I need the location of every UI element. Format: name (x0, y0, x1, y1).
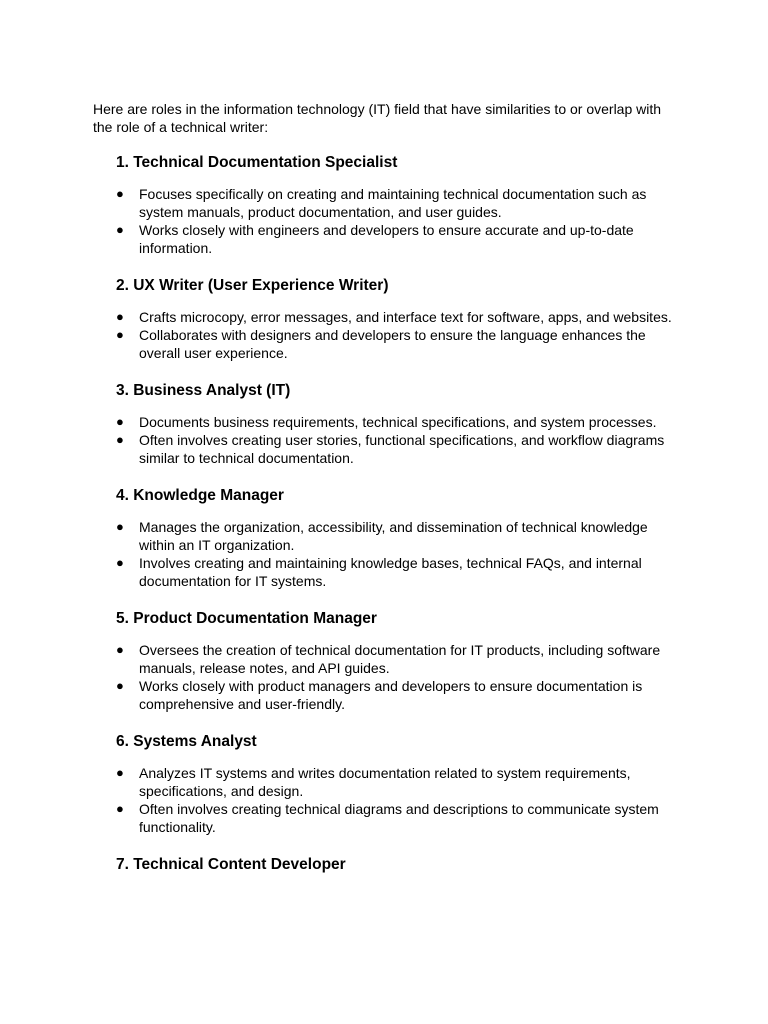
bullet-item (116, 413, 683, 431)
role-heading: 2. UX Writer (User Experience Writer) (116, 277, 389, 294)
bullet-item (116, 431, 683, 467)
role-section (116, 276, 683, 362)
bullet-list (116, 308, 683, 362)
role-heading: 6. Systems Analyst (116, 733, 257, 750)
bullet-list (116, 518, 683, 590)
bullet-text: Works closely with product managers and developers to ensure documentation is comprehensive and user-friendly. (139, 678, 643, 712)
bullet-dot-icon: ● (116, 555, 124, 570)
bullet-text: Oversees the creation of technical documentation for IT products, including software manuals, release notes, and API guides. (139, 642, 661, 676)
bullet-text: Involves creating and maintaining knowledge bases, technical FAQs, and internal documentation for IT systems. (139, 555, 642, 589)
role-heading: 3. Business Analyst (IT) (116, 382, 291, 399)
bullet-dot-icon: ● (116, 327, 124, 342)
bullet-dot-icon: ● (116, 642, 124, 657)
bullet-dot-icon: ● (116, 678, 124, 693)
bullet-item (116, 185, 683, 221)
bullet-text: Collaborates with designers and developers to ensure the language enhances the overall user experience. (139, 327, 646, 361)
bullet-item (116, 554, 683, 590)
bullet-text: Documents business requirements, technical specifications, and system processes. (139, 414, 657, 430)
role-heading: 1. Technical Documentation Specialist (116, 154, 398, 171)
document-body (93, 100, 683, 894)
role-section (116, 732, 683, 836)
bullet-item (116, 308, 683, 326)
bullet-item (116, 764, 683, 800)
bullet-dot-icon: ● (116, 222, 124, 237)
bullet-dot-icon: ● (116, 801, 124, 816)
role-section (116, 486, 683, 590)
bullet-dot-icon: ● (116, 765, 124, 780)
role-heading: 7. Technical Content Developer (116, 856, 346, 873)
role-section (116, 153, 683, 257)
bullet-list (116, 641, 683, 713)
bullet-text: Often involves creating technical diagrams and descriptions to communicate system functionality. (139, 801, 659, 835)
bullet-item (116, 677, 683, 713)
bullet-dot-icon: ● (116, 309, 124, 324)
role-heading: 4. Knowledge Manager (116, 487, 284, 504)
bullet-text: Works closely with engineers and developers to ensure accurate and up-to-date information. (139, 222, 634, 256)
bullet-item (116, 326, 683, 362)
bullet-item (116, 518, 683, 554)
bullet-item (116, 641, 683, 677)
bullet-dot-icon: ● (116, 414, 124, 429)
bullet-item (116, 800, 683, 836)
bullet-text: Manages the organization, accessibility, and dissemination of technical knowledge within an IT organization. (139, 519, 648, 553)
role-section (116, 609, 683, 713)
intro-paragraph: Here are roles in the information technology (IT) field that have similarities to or overlap with the role of a technical writer: (93, 101, 662, 135)
role-section (116, 381, 683, 467)
role-heading: 5. Product Documentation Manager (116, 610, 377, 627)
bullet-text: Focuses specifically on creating and maintaining technical documentation such as system manuals, product documentation, and user guides. (139, 186, 647, 220)
bullet-list (116, 185, 683, 257)
bullet-item (116, 221, 683, 257)
bullet-dot-icon: ● (116, 432, 124, 447)
bullet-text: Often involves creating user stories, functional specifications, and workflow diagrams similar to technical documentation. (139, 432, 665, 466)
bullet-list (116, 764, 683, 836)
roles-list (93, 153, 683, 875)
bullet-dot-icon: ● (116, 519, 124, 534)
bullet-dot-icon: ● (116, 186, 124, 201)
bullet-text: Crafts microcopy, error messages, and interface text for software, apps, and websites. (139, 309, 672, 325)
bullet-list (116, 413, 683, 467)
bullet-text: Analyzes IT systems and writes documentation related to system requirements, specifications, and design. (139, 765, 631, 799)
role-section (116, 855, 683, 875)
